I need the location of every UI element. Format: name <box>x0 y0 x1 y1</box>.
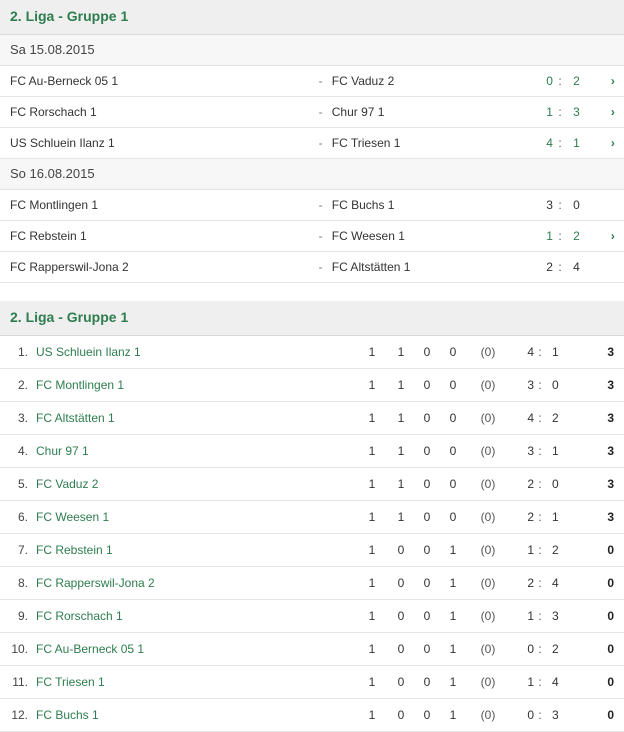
standings-colon: : <box>534 435 546 468</box>
match-away-goals: 0 <box>567 190 601 221</box>
standings-goals-against: 4 <box>546 666 580 699</box>
standings-points: 3 <box>580 435 624 468</box>
match-detail-arrow-icon[interactable] <box>602 221 624 252</box>
standings-rank: 5. <box>0 468 32 501</box>
standings-team-cell[interactable] <box>32 600 356 633</box>
match-home-goals: 4 <box>525 128 553 159</box>
standings-team-link[interactable]: FC Rorschach 1 <box>36 609 123 623</box>
standings-goals-against: 0 <box>546 369 580 402</box>
standings-draws: 0 <box>414 501 440 534</box>
chevron-right-icon[interactable]: › <box>610 74 615 88</box>
table-row[interactable] <box>0 666 624 699</box>
standings-games-played: 1 <box>356 369 388 402</box>
standings-losses: 1 <box>440 534 466 567</box>
match-separator: - <box>309 66 331 97</box>
standings-team-cell[interactable] <box>32 369 356 402</box>
match-separator: - <box>309 190 331 221</box>
standings-goals-for: 3 <box>510 435 534 468</box>
standings-goals-against: 2 <box>546 633 580 666</box>
standings-losses: 0 <box>440 435 466 468</box>
standings-section-title: 2. Liga - Gruppe 1 <box>0 301 624 336</box>
standings-team-cell[interactable] <box>32 567 356 600</box>
standings-losses: 0 <box>440 402 466 435</box>
standings-games-played: 1 <box>356 633 388 666</box>
score-colon: : <box>553 128 567 159</box>
standings-points: 0 <box>580 567 624 600</box>
match-away-goals: 2 <box>567 66 601 97</box>
standings-draws: 0 <box>414 666 440 699</box>
standings-penalty: (0) <box>466 534 510 567</box>
standings-team-link[interactable]: FC Rebstein 1 <box>36 543 113 557</box>
chevron-right-icon[interactable]: › <box>610 136 615 150</box>
standings-team-cell[interactable] <box>32 402 356 435</box>
standings-team-link[interactable]: FC Triesen 1 <box>36 675 105 689</box>
standings-wins: 1 <box>388 402 414 435</box>
match-separator: - <box>309 97 331 128</box>
standings-penalty: (0) <box>466 600 510 633</box>
match-home-team: FC Rebstein 1 <box>0 221 309 252</box>
standings-goals-against: 2 <box>546 402 580 435</box>
standings-rank: 9. <box>0 600 32 633</box>
standings-draws: 0 <box>414 699 440 732</box>
chevron-right-icon[interactable]: › <box>610 229 615 243</box>
match-away-team: FC Triesen 1 <box>332 128 525 159</box>
table-row[interactable] <box>0 252 624 283</box>
standings-goals-against: 0 <box>546 468 580 501</box>
standings-draws: 0 <box>414 567 440 600</box>
match-home-goals: 0 <box>525 66 553 97</box>
standings-colon: : <box>534 501 546 534</box>
standings-team-cell[interactable] <box>32 534 356 567</box>
standings-colon: : <box>534 369 546 402</box>
standings-team-link[interactable]: US Schluein Ilanz 1 <box>36 345 141 359</box>
standings-games-played: 1 <box>356 699 388 732</box>
match-home-goals: 1 <box>525 97 553 128</box>
standings-points: 0 <box>580 699 624 732</box>
standings-games-played: 1 <box>356 600 388 633</box>
standings-wins: 0 <box>388 534 414 567</box>
table-row[interactable] <box>0 190 624 221</box>
standings-penalty: (0) <box>466 435 510 468</box>
chevron-right-icon[interactable]: › <box>610 105 615 119</box>
standings-draws: 0 <box>414 402 440 435</box>
standings-colon: : <box>534 633 546 666</box>
standings-points: 3 <box>580 336 624 369</box>
match-away-team: FC Vaduz 2 <box>332 66 525 97</box>
standings-penalty: (0) <box>466 369 510 402</box>
standings-goals-against: 1 <box>546 501 580 534</box>
standings-points: 0 <box>580 666 624 699</box>
standings-losses: 0 <box>440 369 466 402</box>
standings-games-played: 1 <box>356 666 388 699</box>
match-away-team: FC Altstätten 1 <box>332 252 525 283</box>
standings-points: 0 <box>580 600 624 633</box>
standings-points: 3 <box>580 402 624 435</box>
standings-penalty: (0) <box>466 567 510 600</box>
standings-draws: 0 <box>414 468 440 501</box>
match-detail-arrow-icon[interactable] <box>602 128 624 159</box>
score-colon: : <box>553 221 567 252</box>
standings-losses: 0 <box>440 501 466 534</box>
table-row[interactable] <box>0 369 624 402</box>
standings-penalty: (0) <box>466 699 510 732</box>
standings-penalty: (0) <box>466 468 510 501</box>
table-row[interactable] <box>0 600 624 633</box>
match-home-team: FC Montlingen 1 <box>0 190 309 221</box>
standings-colon: : <box>534 567 546 600</box>
match-separator: - <box>309 128 331 159</box>
standings-goals-against: 1 <box>546 435 580 468</box>
standings-goals-for: 2 <box>510 468 534 501</box>
match-home-team: FC Rorschach 1 <box>0 97 309 128</box>
standings-points: 3 <box>580 468 624 501</box>
standings-team-link[interactable]: FC Rapperswil-Jona 2 <box>36 576 155 590</box>
standings-colon: : <box>534 666 546 699</box>
standings-wins: 0 <box>388 633 414 666</box>
standings-team-link[interactable]: FC Au-Berneck 05 1 <box>36 642 145 656</box>
match-detail-arrow-icon <box>602 190 624 221</box>
standings-losses: 1 <box>440 567 466 600</box>
standings-games-played: 1 <box>356 534 388 567</box>
standings-games-played: 1 <box>356 468 388 501</box>
match-away-team: FC Weesen 1 <box>332 221 525 252</box>
standings-wins: 1 <box>388 468 414 501</box>
table-row[interactable] <box>0 699 624 732</box>
table-row[interactable] <box>0 66 624 97</box>
standings-team-cell[interactable] <box>32 435 356 468</box>
table-row[interactable] <box>0 501 624 534</box>
standings-colon: : <box>534 468 546 501</box>
standings-rank: 6. <box>0 501 32 534</box>
standings-goals-against: 1 <box>546 336 580 369</box>
table-row[interactable] <box>0 633 624 666</box>
standings-goals-against: 3 <box>546 699 580 732</box>
table-row[interactable] <box>0 402 624 435</box>
match-home-goals: 2 <box>525 252 553 283</box>
match-separator: - <box>309 252 331 283</box>
standings-rank: 11. <box>0 666 32 699</box>
standings-goals-for: 2 <box>510 567 534 600</box>
standings-goals-for: 1 <box>510 600 534 633</box>
match-away-goals: 1 <box>567 128 601 159</box>
match-separator: - <box>309 221 331 252</box>
standings-rank: 2. <box>0 369 32 402</box>
standings-rank: 1. <box>0 336 32 369</box>
match-away-goals: 3 <box>567 97 601 128</box>
fixtures-body <box>0 35 624 283</box>
standings-team-cell[interactable] <box>32 699 356 732</box>
fixtures-section-title: 2. Liga - Gruppe 1 <box>0 0 624 35</box>
score-colon: : <box>553 66 567 97</box>
standings-rank: 12. <box>0 699 32 732</box>
score-colon: : <box>553 190 567 221</box>
table-row[interactable] <box>0 97 624 128</box>
match-list <box>0 190 624 283</box>
standings-games-played: 1 <box>356 501 388 534</box>
standings-team-cell[interactable] <box>32 336 356 369</box>
match-away-goals: 4 <box>567 252 601 283</box>
standings-rank: 7. <box>0 534 32 567</box>
match-home-team: US Schluein Ilanz 1 <box>0 128 309 159</box>
standings-draws: 0 <box>414 336 440 369</box>
standings-draws: 0 <box>414 534 440 567</box>
standings-goals-for: 0 <box>510 699 534 732</box>
standings-rank: 4. <box>0 435 32 468</box>
standings-penalty: (0) <box>466 501 510 534</box>
standings-losses: 1 <box>440 633 466 666</box>
standings-table <box>0 336 624 732</box>
table-row[interactable] <box>0 567 624 600</box>
standings-team-link[interactable]: FC Vaduz 2 <box>36 477 99 491</box>
fixtures-date-header: So 16.08.2015 <box>0 159 624 190</box>
standings-losses: 0 <box>440 336 466 369</box>
standings-team-link[interactable]: FC Montlingen 1 <box>36 378 125 392</box>
standings-team-link[interactable]: Chur 97 1 <box>36 444 89 458</box>
standings-table-body <box>0 336 624 732</box>
match-detail-arrow-icon[interactable] <box>602 97 624 128</box>
standings-goals-for: 4 <box>510 336 534 369</box>
standings-wins: 1 <box>388 336 414 369</box>
table-row[interactable] <box>0 468 624 501</box>
standings-goals-for: 0 <box>510 633 534 666</box>
standings-colon: : <box>534 699 546 732</box>
match-detail-arrow-icon <box>602 252 624 283</box>
standings-rank: 8. <box>0 567 32 600</box>
standings-wins: 0 <box>388 600 414 633</box>
standings-games-played: 1 <box>356 402 388 435</box>
table-row[interactable] <box>0 128 624 159</box>
standings-penalty: (0) <box>466 666 510 699</box>
standings-draws: 0 <box>414 633 440 666</box>
standings-losses: 1 <box>440 666 466 699</box>
standings-losses: 0 <box>440 468 466 501</box>
standings-penalty: (0) <box>466 633 510 666</box>
fixtures-date-header: Sa 15.08.2015 <box>0 35 624 66</box>
standings-goals-against: 3 <box>546 600 580 633</box>
standings-wins: 0 <box>388 567 414 600</box>
score-colon: : <box>553 252 567 283</box>
standings-wins: 1 <box>388 435 414 468</box>
match-home-goals: 1 <box>525 221 553 252</box>
standings-team-cell[interactable] <box>32 666 356 699</box>
standings-colon: : <box>534 600 546 633</box>
match-detail-arrow-icon[interactable] <box>602 66 624 97</box>
standings-points: 0 <box>580 633 624 666</box>
standings-rank: 3. <box>0 402 32 435</box>
standings-games-played: 1 <box>356 435 388 468</box>
standings-games-played: 1 <box>356 336 388 369</box>
match-home-team: FC Rapperswil-Jona 2 <box>0 252 309 283</box>
standings-goals-against: 2 <box>546 534 580 567</box>
table-row[interactable] <box>0 435 624 468</box>
standings-colon: : <box>534 534 546 567</box>
standings-draws: 0 <box>414 435 440 468</box>
standings-draws: 0 <box>414 369 440 402</box>
standings-goals-for: 1 <box>510 666 534 699</box>
standings-colon: : <box>534 402 546 435</box>
standings-losses: 1 <box>440 600 466 633</box>
standings-losses: 1 <box>440 699 466 732</box>
standings-team-cell[interactable] <box>32 633 356 666</box>
match-away-team: Chur 97 1 <box>332 97 525 128</box>
standings-wins: 0 <box>388 666 414 699</box>
match-list <box>0 66 624 159</box>
standings-team-link[interactable]: FC Altstätten 1 <box>36 411 115 425</box>
standings-goals-for: 2 <box>510 501 534 534</box>
standings-points: 3 <box>580 501 624 534</box>
match-away-team: FC Buchs 1 <box>332 190 525 221</box>
standings-team-cell[interactable] <box>32 501 356 534</box>
standings-wins: 0 <box>388 699 414 732</box>
table-row[interactable] <box>0 336 624 369</box>
standings-points: 0 <box>580 534 624 567</box>
standings-team-link[interactable]: FC Weesen 1 <box>36 510 110 524</box>
table-row[interactable] <box>0 221 624 252</box>
standings-penalty: (0) <box>466 402 510 435</box>
match-home-team: FC Au-Berneck 05 1 <box>0 66 309 97</box>
standings-wins: 1 <box>388 501 414 534</box>
table-row[interactable] <box>0 534 624 567</box>
standings-team-cell[interactable] <box>32 468 356 501</box>
standings-team-link[interactable]: FC Buchs 1 <box>36 708 99 722</box>
standings-goals-for: 1 <box>510 534 534 567</box>
standings-wins: 1 <box>388 369 414 402</box>
standings-games-played: 1 <box>356 567 388 600</box>
standings-goals-for: 3 <box>510 369 534 402</box>
match-home-goals: 3 <box>525 190 553 221</box>
standings-goals-against: 4 <box>546 567 580 600</box>
standings-colon: : <box>534 336 546 369</box>
match-away-goals: 2 <box>567 221 601 252</box>
score-colon: : <box>553 97 567 128</box>
standings-draws: 0 <box>414 600 440 633</box>
standings-goals-for: 4 <box>510 402 534 435</box>
standings-penalty: (0) <box>466 336 510 369</box>
standings-points: 3 <box>580 369 624 402</box>
standings-rank: 10. <box>0 633 32 666</box>
